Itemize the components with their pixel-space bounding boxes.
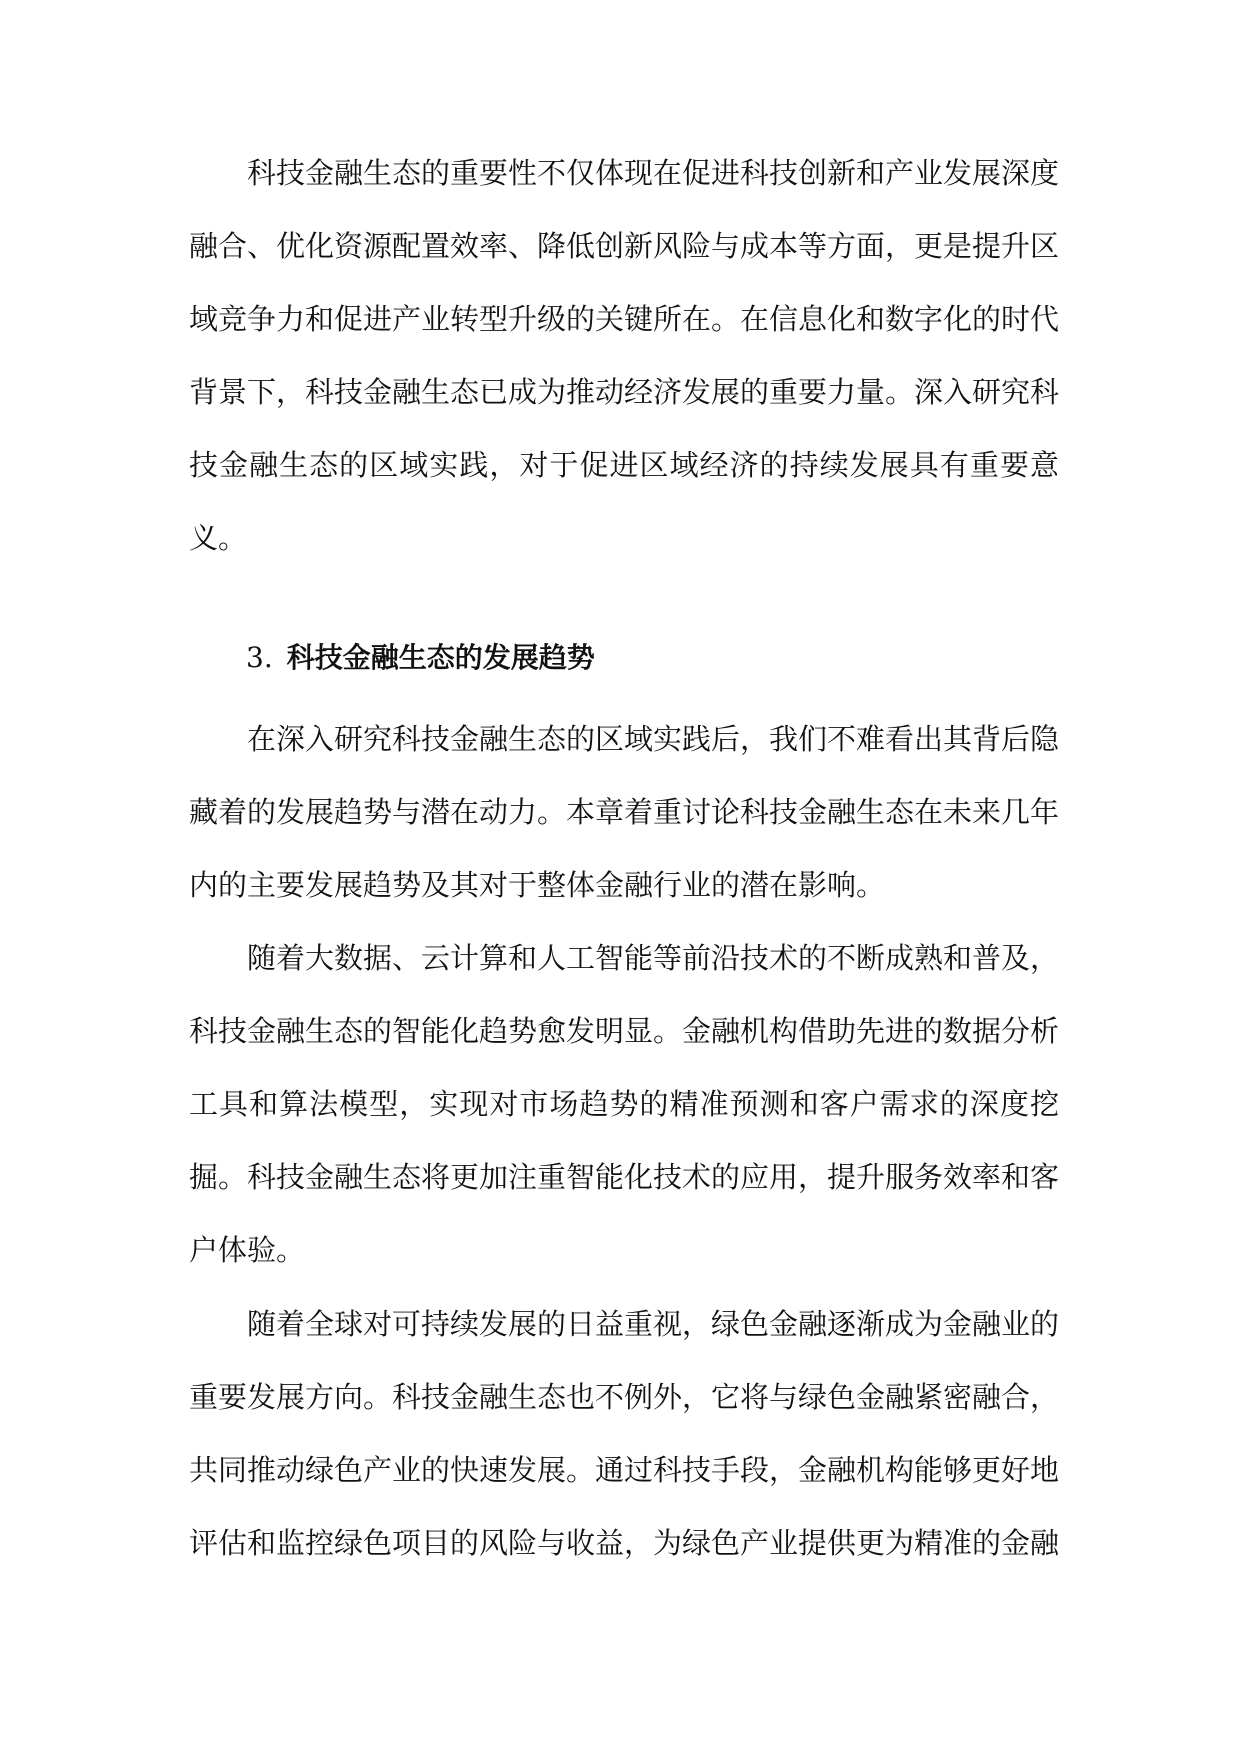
paragraph-importance: 科技金融生态的重要性不仅体现在促进科技创新和产业发展深度融合、优化资源配置效率、降低创新风险与成本等方面，更是提升区域竞争力和促进产业转型升级的关键所在。在信息化和数字化的时代背景下，科技金融生态已成为推动经济发展的重要力量。深入研究科技金融生态的区域实践，对于促进区域经济的持续发展具有重要意义。 (189, 156, 1060, 555)
section-title: 科技金融生态的发展趋势 (286, 641, 595, 674)
paragraph-trends-intro: 在深入研究科技金融生态的区域实践后，我们不难看出其背后隐藏着的发展趋势与潜在动力。本章着重讨论科技金融生态在未来几年内的主要发展趋势及其对于整体金融行业的潜在影响。 (189, 722, 1060, 902)
section-heading (246, 638, 595, 678)
section-number: 3. (246, 641, 273, 674)
paragraph-green-finance: 随着全球对可持续发展的日益重视，绿色金融逐渐成为金融业的重要发展方向。科技金融生态也不例外，它将与绿色金融紧密融合，共同推动绿色产业的快速发展。通过科技手段，金融机构能够更好地评估和监控绿色项目的风险与收益，为绿色产业提供更为精准的金融 (189, 1307, 1060, 1560)
paragraph-intelligence-trend: 随着大数据、云计算和人工智能等前沿技术的不断成熟和普及，科技金融生态的智能化趋势愈发明显。金融机构借助先进的数据分析工具和算法模型，实现对市场趋势的精准预测和客户需求的深度挖掘。科技金融生态将更加注重智能化技术的应用，提升服务效率和客户体验。 (189, 941, 1060, 1267)
